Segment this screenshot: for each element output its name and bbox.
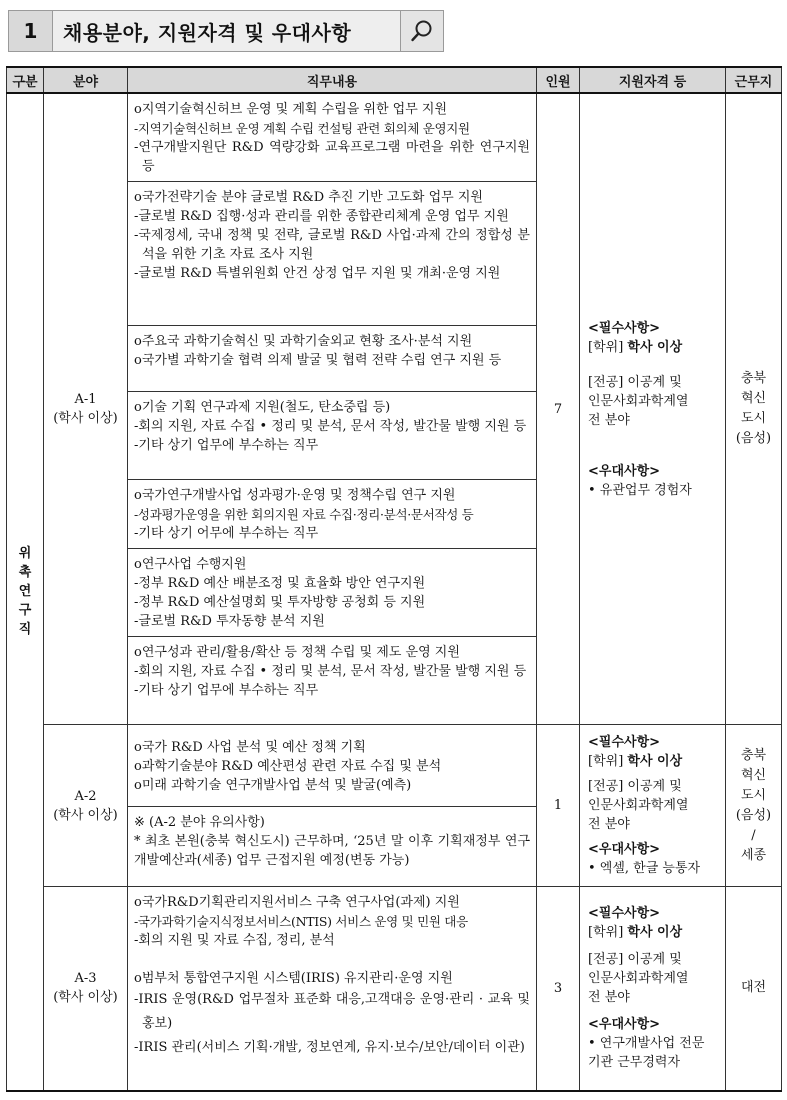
degree-line	[588, 338, 717, 357]
major-line: 인문사회과학계열	[588, 393, 689, 409]
required-title: <필수사항>	[588, 735, 661, 750]
major-line: [전공] 이공계 및	[588, 779, 682, 794]
degree-label: [학위]	[588, 925, 624, 941]
location-line: 혁신	[740, 391, 767, 406]
location-a1	[726, 93, 782, 725]
duty-line: -기타 상기 업무에 부수하는 직무	[134, 683, 319, 698]
preferred-line: • 유관업무 경험자	[588, 482, 692, 498]
count-a2: 1	[537, 725, 580, 887]
field-code: A-1	[74, 392, 97, 407]
location-line: 충북	[740, 747, 767, 763]
table-row	[7, 725, 782, 807]
search-icon[interactable]	[401, 11, 443, 51]
degree-label: [학위]	[588, 339, 624, 355]
field-a2	[44, 725, 128, 887]
duty-line: o국가전략기술 분야 글로벌 R&D 추진 기반 고도화 업무 지원	[134, 190, 483, 205]
qualification-a1	[580, 93, 726, 725]
count-a1: 7	[537, 93, 580, 725]
duty-line: o지역기술혁신허브 운영 및 계획 수립을 위한 업무 지원	[134, 102, 448, 117]
location-line: 충북	[740, 371, 767, 386]
section-title: 채용분야, 지원자격 및 우대사항	[53, 11, 401, 51]
preferred-title: <우대사항>	[588, 1017, 661, 1033]
degree-line	[588, 923, 717, 942]
duty-line: -정부 R&D 예산 배분조정 및 효율화 방안 연구지원	[134, 576, 426, 591]
duty-line: -지역기술혁신허브 운영 계획 수립 컨설팅 관련 회의체 운영지원	[134, 121, 470, 136]
note-line: * 최초 본원(충북 혁신도시) 근무하며, ‘25년 말 이후 기획재정부 연구개발예산과(세종) 업무 근접지원 예정(변동 가능)	[134, 834, 530, 868]
major-line: 전 분야	[588, 412, 630, 428]
preferred-line: • 엑셀, 한글 능통자	[588, 861, 701, 876]
note-line: ※ (A-2 분야 유의사항)	[134, 815, 265, 830]
location-line: (음성)	[735, 807, 772, 823]
duty-line: o미래 과학기술 연구개발사업 분석 및 발굴(예측)	[134, 777, 412, 793]
duty-line: o국가 R&D 사업 분석 및 예산 정책 기획	[134, 739, 366, 755]
preferred-title: <우대사항>	[588, 842, 661, 857]
duty-line: -IRIS 운영(R&D 업무절차 표준화 대응,고객대응 운영·관리 · 교육 및 홍보)	[134, 992, 530, 1031]
duty-cell	[128, 637, 537, 725]
major-line: 전 분야	[588, 990, 630, 1006]
duty-cell	[128, 480, 537, 549]
duty-cell	[128, 93, 537, 182]
count-a3: 3	[537, 887, 580, 1091]
duty-line: o기술 기획 연구과제 지원(철도, 탄소중립 등)	[134, 400, 391, 415]
section-header	[8, 10, 444, 52]
degree-value: 학사 이상	[627, 754, 683, 769]
field-sub: (학사 이상)	[53, 807, 118, 823]
col-header-location: 근무지	[726, 67, 782, 93]
required-title: <필수사항>	[588, 906, 661, 922]
category-char: 촉	[18, 565, 32, 581]
duty-line: -정부 R&D 예산설명회 및 투자방향 공청회 등 지원	[134, 595, 426, 610]
duty-line: o국가별 과학기술 협력 의제 발굴 및 협력 전략 수립 연구 지원 등	[134, 353, 502, 368]
duty-line: -국가과학기술지식정보서비스(NTIS) 서비스 운영 및 민원 대응	[134, 914, 468, 929]
location-line: /	[751, 827, 756, 843]
location-line: 세종	[740, 847, 767, 863]
col-header-category: 구분	[7, 67, 44, 93]
duty-cell	[128, 725, 537, 807]
duty-line: -글로벌 R&D 집행·성과 관리를 위한 종합관리체계 운영 업무 지원	[134, 209, 509, 224]
note-cell	[128, 807, 537, 887]
degree-value: 학사 이상	[627, 925, 683, 941]
degree-value: 학사 이상	[627, 339, 683, 355]
location-a3	[726, 887, 782, 1091]
duty-line: -기타 상기 업무에 부수하는 직무	[134, 438, 319, 453]
qualification-a3	[580, 887, 726, 1091]
table-header-row	[7, 67, 782, 93]
duty-line: -글로벌 R&D 특별위원회 안건 상정 업무 지원 및 개최·운영 지원	[134, 266, 501, 281]
duty-line: -연구개발지원단 R&D 역량강화 교육프로그램 마련을 위한 연구지원 등	[134, 140, 530, 174]
duty-line: -회의 지원, 자료 수집 • 정리 및 분석, 문서 작성, 발간물 발행 지원 등	[134, 419, 527, 434]
field-code: A-3	[74, 971, 97, 987]
location-line: 대전	[740, 980, 767, 996]
duty-line: -글로벌 R&D 투자동향 분석 지원	[134, 614, 325, 629]
required-title: <필수사항>	[588, 320, 661, 336]
duty-line: o과학기술분야 R&D 예산편성 관련 자료 수집 및 분석	[134, 758, 442, 774]
preferred-title: <우대사항>	[588, 463, 661, 479]
major-line: [전공] 이공계 및	[588, 952, 682, 968]
field-sub: (학사 이상)	[53, 990, 118, 1006]
duty-line: o범부처 통합연구지원 시스템(IRIS) 유지관리·운영 지원	[134, 971, 453, 986]
duty-line: o연구성과 관리/활용/확산 등 정책 수립 및 제도 운영 지원	[134, 645, 460, 660]
col-header-field: 분야	[44, 67, 128, 93]
preferred-line: • 연구개발사업 전문 기관 근무경력자	[588, 1036, 705, 1071]
duty-cell	[128, 182, 537, 326]
location-a2	[726, 725, 782, 887]
duty-cell	[128, 549, 537, 637]
category-char: 연	[18, 584, 32, 600]
degree-line	[588, 752, 717, 771]
category-char: 위	[18, 546, 32, 562]
field-code: A-2	[74, 788, 97, 804]
col-header-qualification: 지원자격 등	[580, 67, 726, 93]
duty-line: -회의 지원, 자료 수집 • 정리 및 분석, 문서 작성, 발간물 발행 지원 등	[134, 664, 527, 679]
location-line: (음성)	[735, 431, 772, 446]
field-a1	[44, 93, 128, 725]
field-sub: (학사 이상)	[53, 411, 118, 426]
location-line: 도시	[740, 787, 767, 803]
category-cell	[7, 93, 44, 1091]
duty-line: -회의 지원 및 자료 수집, 정리, 분석	[134, 933, 335, 948]
table-row	[7, 887, 782, 1091]
duty-cell	[128, 326, 537, 392]
major-line: 인문사회과학계열	[588, 971, 689, 987]
degree-label: [학위]	[588, 754, 624, 769]
qualification-a2	[580, 725, 726, 887]
location-line: 도시	[740, 411, 767, 426]
category-char: 직	[18, 622, 32, 638]
duty-line: -국제정세, 국내 정책 및 전략, 글로벌 R&D 사업·과제 간의 정합성 분석을 위한 기초 자료 조사 지원	[134, 228, 530, 262]
duty-line: o국가연구개발사업 성과평가·운영 및 정책수립 연구 지원	[134, 488, 456, 503]
col-header-duties: 직무내용	[128, 67, 537, 93]
duty-line: o국가R&D기획관리지원서비스 구축 연구사업(과제) 지원	[134, 895, 460, 910]
section-number: 1	[9, 11, 53, 51]
major-line: [전공] 이공계 및	[588, 374, 682, 390]
duty-line: o연구사업 수행지원	[134, 557, 247, 572]
table-row	[7, 93, 782, 182]
major-line: 인문사회과학계열	[588, 798, 689, 813]
duty-cell	[128, 392, 537, 480]
duty-line: o주요국 과학기술혁신 및 과학기술외교 현황 조사·분석 지원	[134, 334, 473, 349]
recruitment-table	[6, 66, 782, 1092]
duty-cell	[128, 887, 537, 1091]
duty-line: -기타 상기 어무에 부수하는 직무	[134, 526, 319, 541]
col-header-count: 인원	[537, 67, 580, 93]
duty-line: -IRIS 관리(서비스 기획·개발, 정보연계, 유지·보수/보안/데이터 이관)	[134, 1040, 525, 1055]
duty-line: -성과평가운영을 위한 회의지원 자료 수집·정리·분석·문서작성 등	[134, 507, 474, 522]
major-line: 전 분야	[588, 817, 630, 832]
field-a3	[44, 887, 128, 1091]
category-char: 구	[18, 603, 32, 619]
location-line: 혁신	[740, 767, 767, 783]
